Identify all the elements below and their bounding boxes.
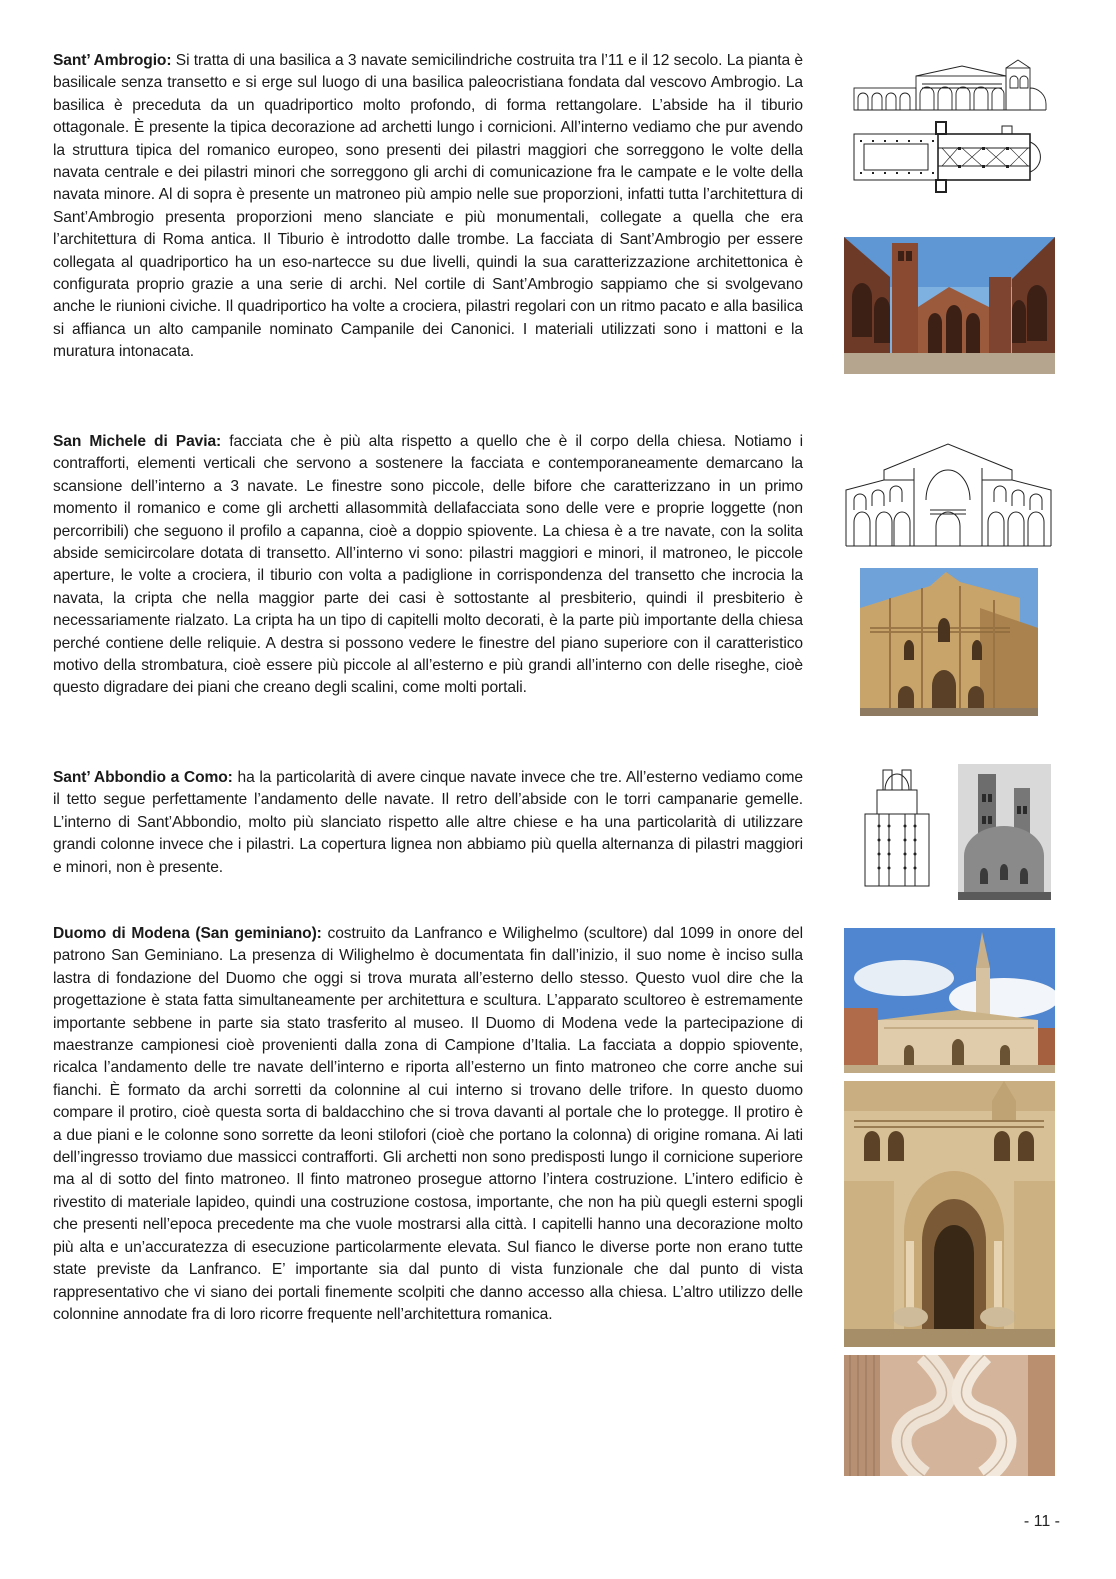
section-sant-abbondio-como [53, 767, 803, 879]
paragraph [53, 923, 803, 1326]
section-body: Si tratta di una basilica a 3 navate semicilindriche costruita tra l’11 e il 12 secolo. La pianta è basilicale senza transetto e si erge sul luogo di una basilica paleocristiana fondata dal vescovo Ambrogio. La basilica è preceduta da un quadriportico molto profondo, di forma rettangolare. L’abside ha il tiburio ottagonale. È presente la tipica decorazione ad archetti lungo i cornicioni. All’interno vediamo che pur avendo la struttura tipica del romanico europeo, sono presenti dei pilastri maggiori che sorreggono le volte della navata centrale e dei pilastri minori che sorreggono gli archi di comunicazione fra le campate e le volte della navata minore. Al di sopra è presente un matroneo più ampio nelle sue proporzioni, infatti tutta l’architettura di Sant’Ambrogio presenta proporzioni meno slanciate e più monumentali, collegate a quella che era l’architettura di Roma antica. Il Tiburio è introdotto dalle trombe. La facciata di Sant’Ambrogio per essere collegata al quadriportico ha un eso-nartecce su due livelli, quindi la sua caratterizzazione architettonica è configurata proprio grazie a una serie di archi. Nel cortile di Sant’Ambrogio sappiamo che si svolgevano anche le riunioni civiche. Il quadriportico ha volte a crociera, pilastri regolari con un ritmo pacato e alla basilica si affianca un alto campanile nominato Campanile dei Canonici. I materiali utilizzati sono i mattoni e la muratura intonacata. [53, 52, 803, 361]
modena-protiro-lions-photo [844, 1081, 1055, 1347]
section-heading: San Michele di Pavia: [53, 433, 222, 450]
sant-ambrogio-floor-plan [852, 120, 1048, 194]
section-heading: Sant’ Ambrogio: [53, 52, 172, 69]
san-michele-facade-photo [860, 568, 1038, 716]
paragraph [53, 767, 803, 879]
sant-abbondio-floor-plan [857, 760, 937, 890]
sant-ambrogio-elevation-drawing [852, 58, 1048, 114]
section-body: ha la particolarità di avere cinque navate invece che tre. All’esterno vediamo come il tetto segue perfettamente l’andamento delle navate. Il retro dell’abside con le torri campanarie gemelle. L’interno di Sant’Abbondio, molto più slanciato rispetto alle altre chiese e ha una particolarità di utilizzare grandi colonne invece che i pilastri. La copertura lignea non abbiamo più quella alternanza di pilastri maggiori e minori, non è presente. [53, 769, 803, 876]
section-body: facciata che è più alta rispetto a quello che è il corpo della chiesa. Notiamo i contrafforti, elementi verticali che servono a sostenere la facciata e contemporaneamente demarcano la scansione dell’interno a 3 navate. Le finestre sono piccole, delle bifore che caratterizzano in un primo momento il romanico e come gli archetti allasommità dellafacciata sono delle vere e proprie loggette (non percorribili) che seguono il profilo a capanna, cioè a doppio spiovente. La chiesa è a tre navate, con la solita abside semicircolare dotata di transetto. All’interno vi sono: pilastri maggiori e minori, il matroneo, le piccole aperture, le volte a crociera, il tiburio con volta a padiglione in corrispondenza del transetto che incrocia la navata, la cripta che nella maggior parte dei casi è sottostante al presbiterio, quindi il presbiterio è necessariamente rialzato. La cripta ha un tipo di capitelli molto decorati, è la parte più importante della chiesa perché contiene delle reliquie. A destra si possono vedere le finestre del piano superiore con il caratteristico motivo della strombatura, cioè essere più piccole al all’esterno e più grandi all’interno con delle riseghe, cioè questo digradare dei piani che creano degli scalini, come molti portali. [53, 433, 803, 697]
paragraph [53, 431, 803, 700]
page-number: - 11 - [1023, 1513, 1060, 1530]
knotted-columns-detail-photo [844, 1355, 1055, 1476]
paragraph [53, 50, 803, 364]
section-duomo-modena [53, 923, 803, 1326]
section-san-michele-pavia [53, 431, 803, 700]
sant-ambrogio-atrium-photo [844, 237, 1055, 374]
section-sant-ambrogio [53, 50, 803, 364]
section-body: costruito da Lanfranco e Wilighelmo (scultore) dal 1099 in onore del patrono San Geminiano. La presenza di Wilighelmo è documentata fin dall’inizio, il suo nome è inciso sulla lastra di fondazione del Duomo che oggi si trova murata all’esterno dello stesso. Questo vuol dire che la progettazione è stata fatta simultaneamente per architettura e scultura. L’apparato scultoreo è estremamente importante sebbene in parte sia stato trasferito al museo. Il Duomo di Modena vede la partecipazione di maestranze campionesi cioè provenienti dalla zona di Campione d’Italia. La facciata a doppio spiovente, ricalca l’andamento delle tre navate dell’interno e riporta all’esterno un finto matroneo che corre anche sui fianchi. È formato da archi sorretti da colonnine al cui interno si trovano delle trifore. In questo duomo compare il protiro, cioè questa sorta di baldacchino che si trova davanti al portale che lo protegge. Il protiro è a due piani e le colonne sono sorrette da leoni stilofori (cioè che portano la colonna) di origine romana. Ai lati dell’ingresso troviamo due massicci contrafforti. Gli archetti non sono predisposti lungo il cornicione superiore ma al di sotto del finto matroneo. Il finto matroneo prosegue attorno l’intera costruzione. L’intero edificio è rivestito di materiale lapideo, quindi una costruzione costosa, importante, che non ha più quegli esterni spogli che presenti nell’epoca precedente ma che vuole mostrarsi alla città. I capitelli hanno una decorazione molto più alta e un’accuratezza di esecuzione particolarmente elevata. Sul fianco le diverse porte non erano tutte state previste da Lanfranco. E’ importante sia dal punto di vista funzionale che dal punto di vista rappresentativo che vi siano dei portali finemente scolpiti che danno accesso alla chiesa. L’altro utilizzo delle colonnine annodate fra di loro ricorre frequente nell’architettura romanica. [53, 925, 803, 1323]
section-heading: Duomo di Modena (San geminiano): [53, 925, 322, 942]
section-heading: Sant’ Abbondio a Como: [53, 769, 233, 786]
san-michele-section-drawing [844, 440, 1053, 551]
modena-cathedral-tower-photo [844, 928, 1055, 1073]
sant-abbondio-towers-photo [958, 764, 1051, 900]
